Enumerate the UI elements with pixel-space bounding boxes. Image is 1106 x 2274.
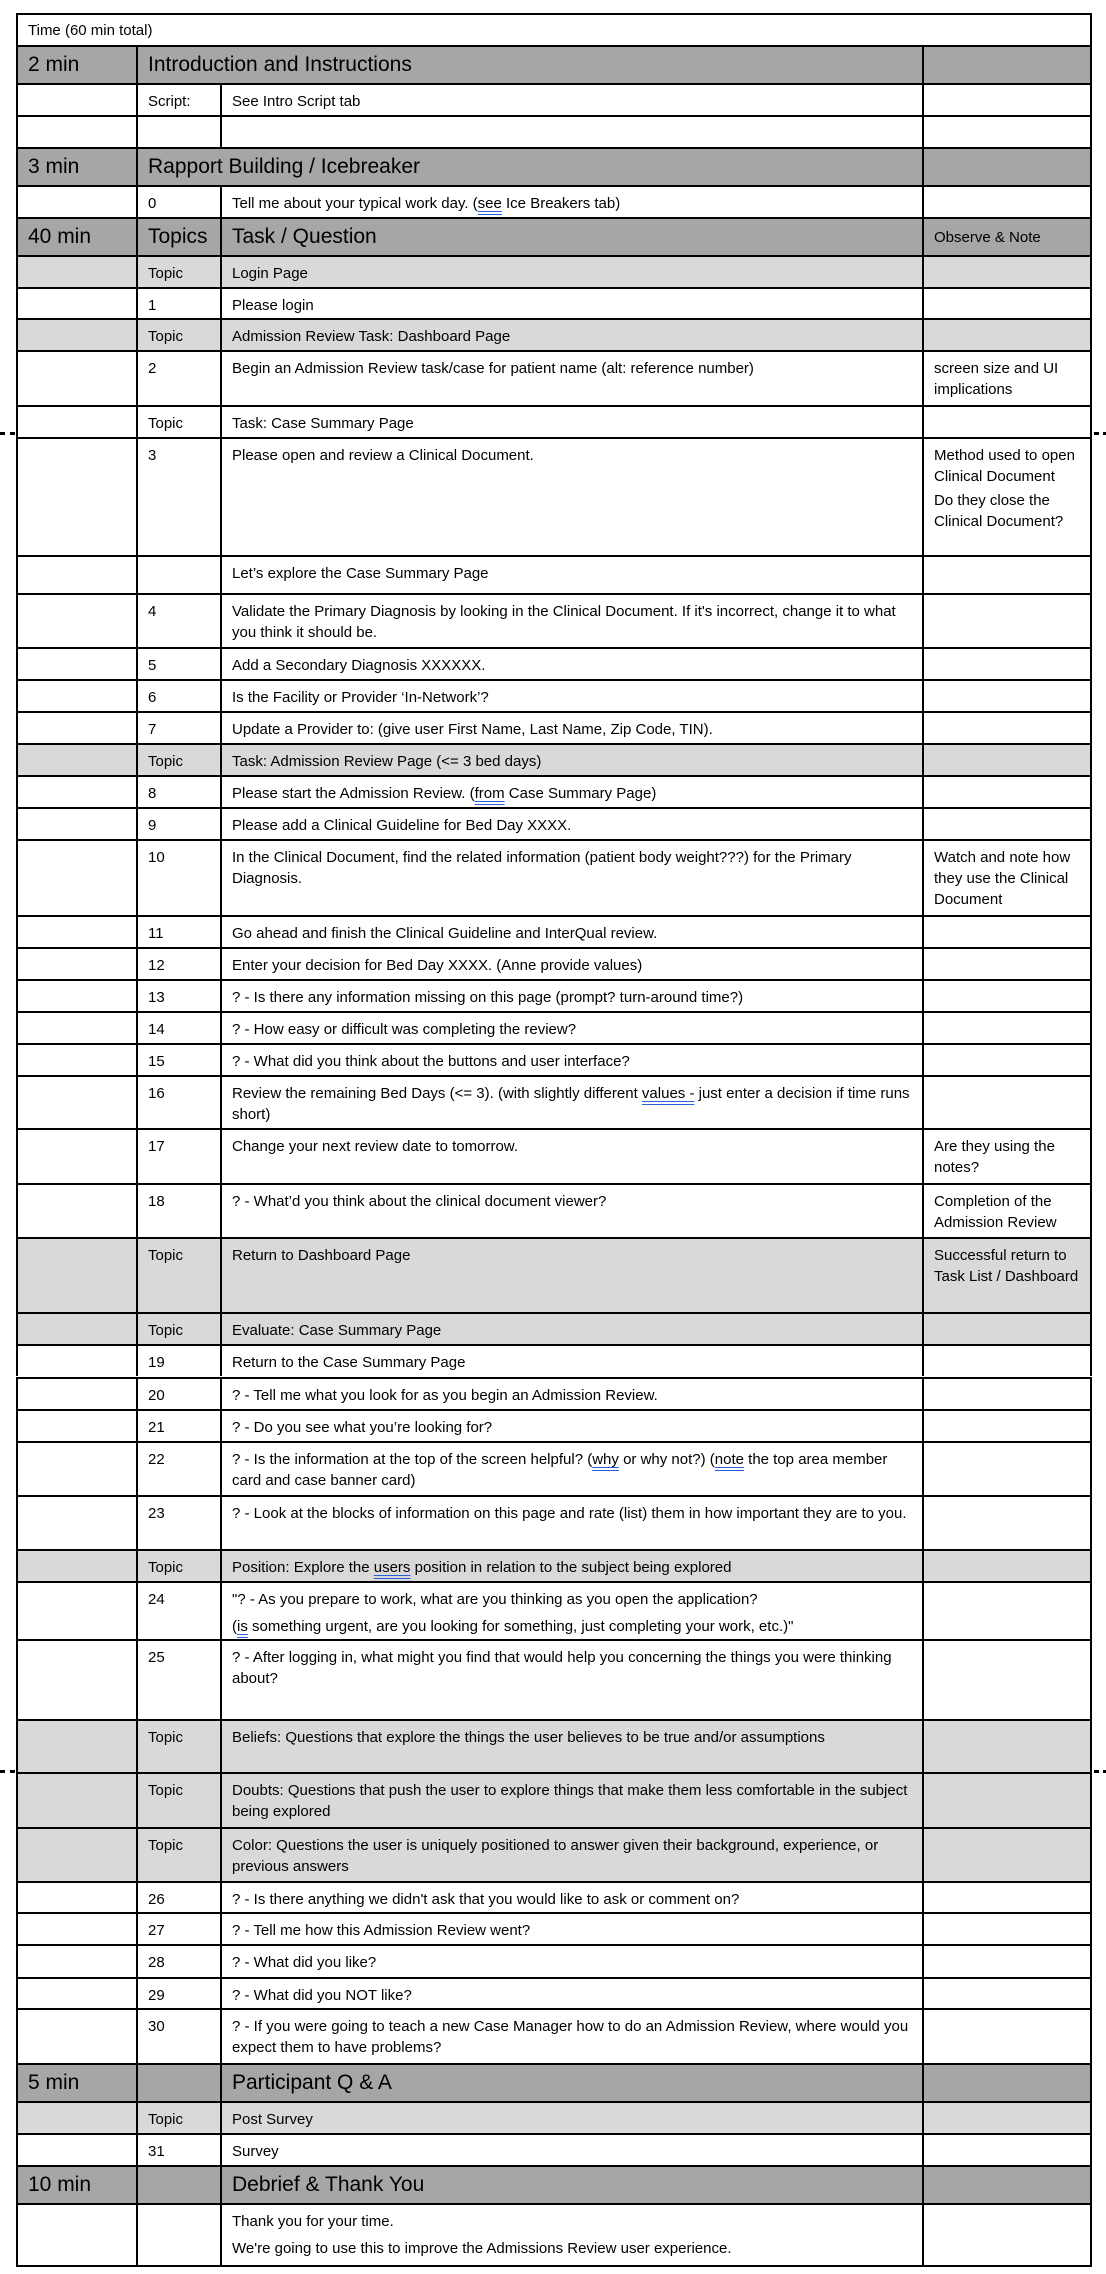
task-row bbox=[16, 2133, 1092, 2165]
topic-label: Topic bbox=[136, 318, 220, 350]
task-row bbox=[16, 1639, 1092, 1719]
usability-test-plan-table bbox=[16, 13, 1092, 2267]
task-row bbox=[16, 1495, 1092, 1549]
row-number: 15 bbox=[136, 1043, 220, 1075]
observe-note bbox=[922, 318, 1092, 350]
observe-note bbox=[922, 1581, 1092, 1639]
topic-row bbox=[16, 1549, 1092, 1581]
row-number: 21 bbox=[136, 1409, 220, 1441]
topic-text: Admission Review Task: Dashboard Page bbox=[220, 318, 922, 350]
observe-note bbox=[922, 1719, 1092, 1773]
section-time: 5 min bbox=[16, 2063, 136, 2101]
script-row bbox=[16, 83, 1092, 115]
observe-note bbox=[922, 711, 1092, 743]
observe-note bbox=[922, 1944, 1092, 1977]
topic-label: Topic bbox=[136, 1827, 220, 1881]
topic-text: Return to Dashboard Page bbox=[220, 1237, 922, 1312]
column-header-notes: Observe & Note bbox=[922, 217, 1092, 255]
observe-note bbox=[922, 255, 1092, 287]
task-text: Add a Secondary Diagnosis XXXXXX. bbox=[220, 647, 922, 679]
section-row-qa bbox=[16, 2063, 1092, 2101]
icebreaker-text: Tell me about your typical work day. (see Ice Breakers tab) bbox=[220, 185, 922, 217]
task-row bbox=[16, 947, 1092, 979]
column-header-task: Task / Question bbox=[220, 217, 922, 255]
task-row bbox=[16, 287, 1092, 318]
topic-text: Login Page bbox=[220, 255, 922, 287]
task-text: ? - What’d you think about the clinical document viewer? bbox=[220, 1183, 922, 1237]
grammar-flag: see bbox=[477, 195, 502, 212]
task-text: Please add a Clinical Guideline for Bed Day XXXX. bbox=[220, 807, 922, 839]
observe-note bbox=[922, 743, 1092, 775]
row-number: 29 bbox=[136, 1977, 220, 2008]
task-text: Enter your decision for Bed Day XXXX. (Anne provide values) bbox=[220, 947, 922, 979]
task-row bbox=[16, 839, 1092, 915]
debrief-row bbox=[16, 2203, 1092, 2267]
observe-note bbox=[922, 1827, 1092, 1881]
topic-label: Topic bbox=[136, 2101, 220, 2133]
task-text: Please start the Admission Review. (from Case Summary Page) bbox=[220, 775, 922, 807]
row-number: 6 bbox=[136, 679, 220, 711]
observe-note: Successful return to Task List / Dashboard bbox=[922, 1237, 1092, 1312]
topic-text: Beliefs: Questions that explore the things the user believes to be true and/or assumptions bbox=[220, 1719, 922, 1773]
task-text: ? - If you were going to teach a new Case Manager how to do an Admission Review, where would you expect them to have problems? bbox=[220, 2008, 922, 2063]
task-row bbox=[16, 1075, 1092, 1128]
topic-row bbox=[16, 318, 1092, 350]
row-number: 8 bbox=[136, 775, 220, 807]
task-row bbox=[16, 775, 1092, 807]
observe-note bbox=[922, 555, 1092, 593]
task-text: Task: Case Summary Page bbox=[220, 405, 922, 437]
section-time: 10 min bbox=[16, 2165, 136, 2203]
task-row bbox=[16, 1944, 1092, 1977]
section-title: Rapport Building / Icebreaker bbox=[136, 147, 922, 185]
section-time: 2 min bbox=[16, 45, 136, 83]
topic-label: Topic bbox=[136, 405, 220, 437]
empty-row bbox=[16, 115, 1092, 147]
script-label: Script: bbox=[136, 83, 220, 115]
row-number: 9 bbox=[136, 807, 220, 839]
observe-note bbox=[922, 775, 1092, 807]
debrief-text: Thank you for your time. We're going to use this to improve the Admissions Review user experience. bbox=[220, 2203, 922, 2267]
topic-row bbox=[16, 1827, 1092, 1881]
task-row bbox=[16, 1183, 1092, 1237]
task-text: Validate the Primary Diagnosis by looking in the Clinical Document. If it's incorrect, change it to what you think it should be. bbox=[220, 593, 922, 647]
task-row bbox=[16, 1043, 1092, 1075]
row-number: 20 bbox=[136, 1377, 220, 1409]
task-text: ? - What did you NOT like? bbox=[220, 1977, 922, 2008]
task-text: ? - Is there anything we didn't ask that you would like to ask or comment on? bbox=[220, 1881, 922, 1912]
task-text: Update a Provider to: (give user First Name, Last Name, Zip Code, TIN). bbox=[220, 711, 922, 743]
task-text: In the Clinical Document, find the related information (patient body weight???) for the Primary Diagnosis. bbox=[220, 839, 922, 915]
row-number: 17 bbox=[136, 1128, 220, 1183]
task-row bbox=[16, 1377, 1092, 1409]
task-row bbox=[16, 350, 1092, 405]
task-text: Begin an Admission Review task/case for patient name (alt: reference number) bbox=[220, 350, 922, 405]
task-row bbox=[16, 1011, 1092, 1043]
row-number: 12 bbox=[136, 947, 220, 979]
observe-note: Are they using the notes? bbox=[922, 1128, 1092, 1183]
task-text: Please login bbox=[220, 287, 922, 318]
grammar-flag: from bbox=[474, 785, 505, 802]
row-number: 13 bbox=[136, 979, 220, 1011]
icebreaker-row bbox=[16, 185, 1092, 217]
task-text: ? - Do you see what you’re looking for? bbox=[220, 1409, 922, 1441]
task-row bbox=[16, 1881, 1092, 1912]
section-row-tasks bbox=[16, 217, 1092, 255]
observe-note: Completion of the Admission Review bbox=[922, 1183, 1092, 1237]
observe-note bbox=[922, 1441, 1092, 1495]
topic-label: Topic bbox=[136, 743, 220, 775]
observe-note bbox=[922, 1043, 1092, 1075]
row-number: 2 bbox=[136, 350, 220, 405]
section-row-intro bbox=[16, 45, 1092, 83]
page-break-marker bbox=[1094, 432, 1106, 435]
section-title: Participant Q & A bbox=[220, 2063, 922, 2101]
row-number: 14 bbox=[136, 1011, 220, 1043]
task-row bbox=[16, 1977, 1092, 2008]
topic-row bbox=[16, 255, 1092, 287]
table-title: Time (60 min total) bbox=[16, 13, 1092, 45]
topic-text: Position: Explore the users position in relation to the subject being explored bbox=[220, 1549, 922, 1581]
topic-row bbox=[16, 1237, 1092, 1312]
topic-row bbox=[16, 2101, 1092, 2133]
observe-note bbox=[922, 287, 1092, 318]
title-row bbox=[16, 13, 1092, 45]
row-number: 18 bbox=[136, 1183, 220, 1237]
task-text: ? - What did you like? bbox=[220, 1944, 922, 1977]
section-time: 40 min bbox=[16, 217, 136, 255]
task-row bbox=[16, 405, 1092, 437]
row-number: 27 bbox=[136, 1912, 220, 1944]
grammar-flag: values - bbox=[641, 1085, 695, 1102]
task-row bbox=[16, 437, 1092, 555]
task-text: Return to the Case Summary Page bbox=[220, 1344, 922, 1376]
task-row bbox=[16, 915, 1092, 947]
task-text: Review the remaining Bed Days (<= 3). (with slightly different values - just enter a decision if time runs short) bbox=[220, 1075, 922, 1128]
row-number: 16 bbox=[136, 1075, 220, 1128]
observe-note: Watch and note how they use the Clinical Document bbox=[922, 839, 1092, 915]
observe-note bbox=[922, 1011, 1092, 1043]
task-text: ? - How easy or difficult was completing the review? bbox=[220, 1011, 922, 1043]
grammar-flag: users bbox=[373, 1559, 411, 1576]
row-number: 24 bbox=[136, 1581, 220, 1639]
task-row bbox=[16, 979, 1092, 1011]
observe-note bbox=[922, 1312, 1092, 1344]
task-row bbox=[16, 555, 1092, 593]
row-number: 31 bbox=[136, 2133, 220, 2165]
task-row bbox=[16, 807, 1092, 839]
observe-note: screen size and UI implications bbox=[922, 350, 1092, 405]
topic-text: Doubts: Questions that push the user to explore things that make them less comfortable in the subject being explored bbox=[220, 1772, 922, 1827]
task-text: ? - Tell me how this Admission Review went? bbox=[220, 1912, 922, 1944]
task-row bbox=[16, 711, 1092, 743]
observe-note bbox=[922, 2101, 1092, 2133]
column-header-topics: Topics bbox=[136, 217, 220, 255]
topic-label: Topic bbox=[136, 1719, 220, 1773]
task-text: ? - After logging in, what might you find that would help you concerning the things you were thinking about? bbox=[220, 1639, 922, 1719]
observe-note bbox=[922, 947, 1092, 979]
grammar-flag: note bbox=[714, 1451, 744, 1468]
topic-row bbox=[16, 743, 1092, 775]
task-text: Is the Facility or Provider ‘In-Network’? bbox=[220, 679, 922, 711]
row-number: 1 bbox=[136, 287, 220, 318]
notes-cell bbox=[922, 45, 1092, 83]
observe-note bbox=[922, 679, 1092, 711]
observe-note: Method used to open Clinical Document Do they close the Clinical Document? bbox=[922, 437, 1092, 555]
task-text: "? - As you prepare to work, what are you thinking as you open the application? (is something urgent, are you looking for something, just completing your work, etc.)" bbox=[220, 1581, 922, 1639]
row-number: 11 bbox=[136, 915, 220, 947]
observe-note bbox=[922, 405, 1092, 437]
task-row bbox=[16, 1344, 1092, 1376]
observe-note bbox=[922, 1881, 1092, 1912]
observe-note bbox=[922, 1977, 1092, 2008]
topic-row bbox=[16, 1312, 1092, 1344]
row-number: 5 bbox=[136, 647, 220, 679]
observe-note bbox=[922, 1912, 1092, 1944]
topic-row bbox=[16, 1719, 1092, 1773]
observe-note bbox=[922, 1409, 1092, 1441]
task-text: ? - What did you think about the buttons and user interface? bbox=[220, 1043, 922, 1075]
task-text: ? - Is there any information missing on this page (prompt? turn-around time?) bbox=[220, 979, 922, 1011]
topic-text: Evaluate: Case Summary Page bbox=[220, 1312, 922, 1344]
topic-label: Topic bbox=[136, 1549, 220, 1581]
topic-text: Task: Admission Review Page (<= 3 bed days) bbox=[220, 743, 922, 775]
task-row bbox=[16, 1912, 1092, 1944]
observe-note bbox=[922, 1075, 1092, 1128]
task-text: Change your next review date to tomorrow. bbox=[220, 1128, 922, 1183]
row-number: 19 bbox=[136, 1344, 220, 1376]
task-row bbox=[16, 1581, 1092, 1639]
row-number: 3 bbox=[136, 437, 220, 555]
section-time: 3 min bbox=[16, 147, 136, 185]
task-text: ? - Look at the blocks of information on this page and rate (list) them in how important they are to you. bbox=[220, 1495, 922, 1549]
task-row bbox=[16, 647, 1092, 679]
topic-label: Topic bbox=[136, 1312, 220, 1344]
row-number: 0 bbox=[136, 185, 220, 217]
task-row bbox=[16, 1409, 1092, 1441]
task-text: ? - Tell me what you look for as you begin an Admission Review. bbox=[220, 1377, 922, 1409]
observe-note bbox=[922, 2133, 1092, 2165]
row-number: 7 bbox=[136, 711, 220, 743]
task-row bbox=[16, 2008, 1092, 2063]
observe-note bbox=[922, 1772, 1092, 1827]
section-title: Debrief & Thank You bbox=[220, 2165, 922, 2203]
task-text: Survey bbox=[220, 2133, 922, 2165]
grammar-flag: is bbox=[237, 1618, 248, 1635]
row-number: 28 bbox=[136, 1944, 220, 1977]
observe-note bbox=[922, 647, 1092, 679]
task-text: ? - Is the information at the top of the screen helpful? (why or why not?) (note the top area member card and case banner card) bbox=[220, 1441, 922, 1495]
row-number: 10 bbox=[136, 839, 220, 915]
observe-note bbox=[922, 979, 1092, 1011]
task-text: Go ahead and finish the Clinical Guideline and InterQual review. bbox=[220, 915, 922, 947]
row-number: 23 bbox=[136, 1495, 220, 1549]
topic-label: Topic bbox=[136, 1772, 220, 1827]
page-break-marker bbox=[0, 1770, 16, 1773]
task-row bbox=[16, 593, 1092, 647]
observe-note bbox=[922, 915, 1092, 947]
task-row bbox=[16, 1128, 1092, 1183]
page-break-marker bbox=[0, 432, 16, 435]
section-title: Introduction and Instructions bbox=[136, 45, 922, 83]
section-row-debrief bbox=[16, 2165, 1092, 2203]
section-row-rapport bbox=[16, 147, 1092, 185]
row-number: 22 bbox=[136, 1441, 220, 1495]
topic-row bbox=[16, 1772, 1092, 1827]
observe-note bbox=[922, 1639, 1092, 1719]
observe-note bbox=[922, 1495, 1092, 1549]
observe-note bbox=[922, 807, 1092, 839]
task-row bbox=[16, 679, 1092, 711]
topic-text: Post Survey bbox=[220, 2101, 922, 2133]
row-number: 4 bbox=[136, 593, 220, 647]
row-number: 30 bbox=[136, 2008, 220, 2063]
row-number: 25 bbox=[136, 1639, 220, 1719]
topic-label: Topic bbox=[136, 255, 220, 287]
grammar-flag: why bbox=[592, 1451, 619, 1468]
topic-text: Color: Questions the user is uniquely positioned to answer given their background, experience, or previous answers bbox=[220, 1827, 922, 1881]
task-text: Let’s explore the Case Summary Page bbox=[220, 555, 922, 593]
task-text: Please open and review a Clinical Document. bbox=[220, 437, 922, 555]
topic-label: Topic bbox=[136, 1237, 220, 1312]
observe-note bbox=[922, 1549, 1092, 1581]
observe-note bbox=[922, 1344, 1092, 1376]
row-number bbox=[136, 555, 220, 593]
script-text: See Intro Script tab bbox=[220, 83, 922, 115]
observe-note bbox=[922, 2008, 1092, 2063]
task-row bbox=[16, 1441, 1092, 1495]
observe-note bbox=[922, 1377, 1092, 1409]
row-number: 26 bbox=[136, 1881, 220, 1912]
page-break-marker bbox=[1094, 1770, 1106, 1773]
observe-note bbox=[922, 593, 1092, 647]
